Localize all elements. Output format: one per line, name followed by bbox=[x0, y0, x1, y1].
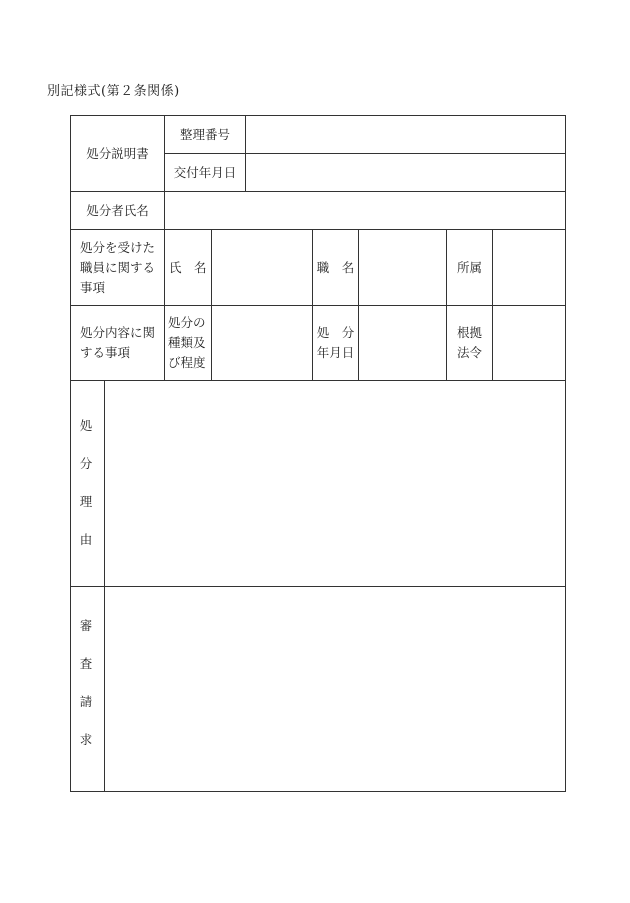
disposition-date-field[interactable] bbox=[359, 306, 446, 380]
review-char-4: 求 bbox=[79, 732, 93, 747]
legal-basis-field[interactable] bbox=[493, 306, 565, 380]
legal-basis-text: 根拠法令 bbox=[456, 325, 482, 360]
employee-section-text: 処分を受けた職員に関する事項 bbox=[80, 239, 156, 295]
legal-basis-label bbox=[447, 306, 492, 380]
name-label: 氏 名 bbox=[169, 259, 207, 275]
reason-char-2: 分 bbox=[79, 456, 93, 471]
disposition-form bbox=[70, 115, 566, 792]
employee-section-label bbox=[71, 230, 164, 305]
reason-char-4: 由 bbox=[79, 532, 93, 547]
review-request-field[interactable] bbox=[105, 587, 565, 791]
reason-char-1: 処 bbox=[79, 418, 93, 433]
disposition-type-text: 処分の種類及び程度 bbox=[168, 315, 206, 370]
affiliation-field[interactable] bbox=[493, 230, 565, 305]
disposition-type-label bbox=[165, 306, 211, 380]
review-char-2: 査 bbox=[79, 656, 93, 671]
disposition-reason-label bbox=[79, 416, 97, 566]
issue-date-label: 交付年月日 bbox=[173, 164, 237, 180]
reference-number-field[interactable] bbox=[246, 116, 565, 153]
issue-date-field[interactable] bbox=[246, 154, 565, 191]
disposition-date-bottom: 年月日 bbox=[316, 345, 355, 360]
review-char-3: 請 bbox=[79, 694, 93, 709]
form-caption: 別記様式(第２条関係) bbox=[47, 84, 180, 99]
disposition-date-top: 処 分 bbox=[316, 325, 355, 340]
review-char-1: 審 bbox=[79, 618, 93, 633]
issuer-name-field[interactable] bbox=[165, 192, 565, 229]
reason-char-3: 理 bbox=[79, 494, 93, 509]
disposition-date-label bbox=[313, 306, 358, 380]
disposition-type-field[interactable] bbox=[212, 306, 312, 380]
disposition-content-label bbox=[71, 306, 164, 380]
disposition-reason-field[interactable] bbox=[105, 381, 565, 586]
reference-number-label: 整理番号 bbox=[179, 126, 230, 142]
affiliation-label: 所属 bbox=[456, 259, 482, 275]
position-label: 職 名 bbox=[316, 259, 355, 275]
disposition-content-text: 処分内容に関する事項 bbox=[80, 325, 156, 360]
position-field[interactable] bbox=[359, 230, 446, 305]
name-field[interactable] bbox=[212, 230, 312, 305]
review-request-label bbox=[79, 616, 97, 766]
disposition-statement-label: 処分説明書 bbox=[86, 145, 149, 161]
issuer-name-label: 処分者氏名 bbox=[86, 202, 149, 218]
